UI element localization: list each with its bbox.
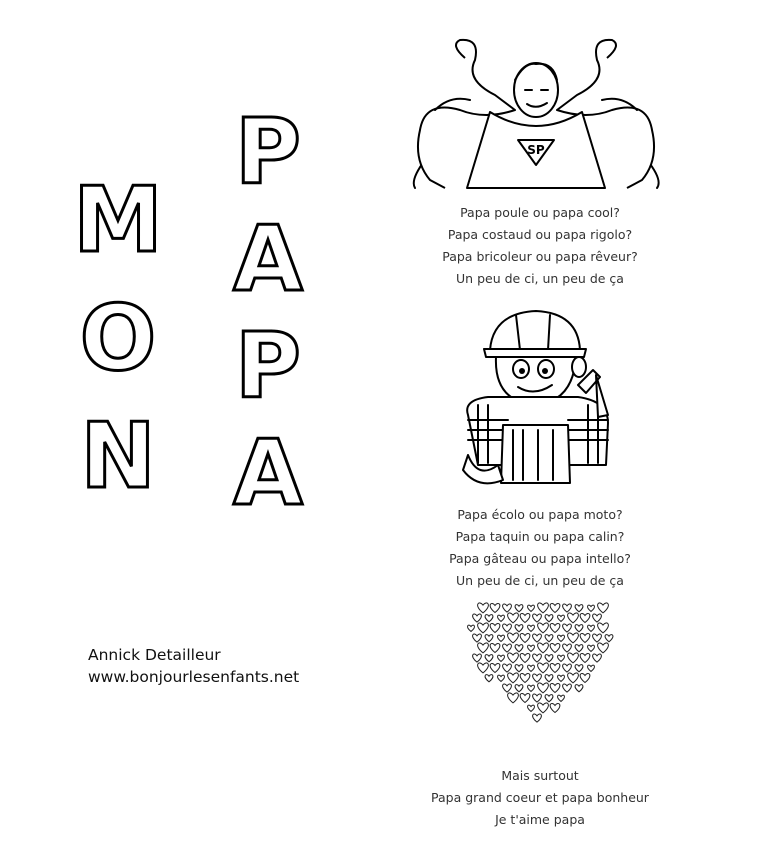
poem-line: Mais surtout bbox=[501, 768, 579, 783]
heart-icon bbox=[455, 603, 625, 748]
small-heart-icon bbox=[550, 603, 560, 612]
poem-line: Papa bricoleur ou papa rêveur? bbox=[442, 249, 638, 264]
title-letter: A bbox=[233, 207, 303, 312]
small-heart-icon bbox=[558, 615, 565, 621]
title-letter: O bbox=[79, 286, 157, 391]
small-heart-icon bbox=[528, 645, 535, 651]
small-heart-icon bbox=[520, 633, 530, 642]
small-heart-icon bbox=[528, 685, 535, 691]
small-heart-icon bbox=[508, 673, 519, 683]
small-heart-icon bbox=[520, 613, 530, 622]
small-heart-icon bbox=[575, 605, 583, 612]
title-letter: M bbox=[73, 168, 163, 273]
small-heart-icon bbox=[533, 654, 542, 662]
small-heart-icon bbox=[508, 693, 519, 703]
poem-line: Je t'aime papa bbox=[495, 812, 585, 827]
small-heart-icon bbox=[485, 655, 493, 662]
small-heart-icon bbox=[568, 633, 579, 643]
small-heart-icon bbox=[498, 635, 505, 641]
small-heart-icon bbox=[528, 665, 535, 671]
title-letter: P bbox=[235, 100, 301, 205]
small-heart-icon bbox=[468, 625, 475, 631]
small-heart-icon bbox=[593, 614, 602, 622]
small-heart-icon bbox=[528, 625, 535, 631]
small-heart-icon bbox=[598, 603, 609, 613]
small-heart-icon bbox=[545, 615, 553, 622]
small-heart-icon bbox=[503, 684, 512, 692]
small-heart-icon bbox=[568, 653, 579, 663]
poem-line: Papa grand coeur et papa bonheur bbox=[431, 790, 649, 805]
small-heart-icon bbox=[503, 604, 512, 612]
small-heart-icon bbox=[588, 665, 595, 671]
small-heart-icon bbox=[580, 613, 590, 622]
website-link[interactable]: www.bonjourlesenfants.net bbox=[88, 668, 300, 686]
small-heart-icon bbox=[508, 653, 519, 663]
poem-line: Papa poule ou papa cool? bbox=[460, 205, 620, 220]
small-heart-icon bbox=[545, 695, 553, 702]
small-heart-icon bbox=[485, 635, 493, 642]
small-heart-icon bbox=[490, 663, 500, 672]
small-heart-icon bbox=[515, 685, 523, 692]
small-heart-icon bbox=[515, 665, 523, 672]
small-heart-icon bbox=[568, 613, 579, 623]
small-heart-icon bbox=[498, 675, 505, 681]
small-heart-icon bbox=[515, 645, 523, 652]
small-heart-icon bbox=[598, 643, 609, 653]
credit bbox=[88, 644, 299, 688]
small-heart-icon bbox=[490, 643, 500, 652]
small-heart-icon bbox=[605, 635, 613, 642]
small-heart-icon bbox=[550, 643, 560, 652]
small-heart-icon bbox=[575, 625, 583, 632]
superhero-icon bbox=[405, 40, 667, 188]
small-heart-icon bbox=[588, 605, 595, 611]
small-heart-icon bbox=[593, 654, 602, 662]
small-heart-icon bbox=[550, 683, 560, 692]
small-heart-icon bbox=[563, 604, 572, 612]
small-heart-icon bbox=[503, 624, 512, 632]
small-heart-icon bbox=[563, 684, 572, 692]
small-heart-icon bbox=[485, 675, 493, 682]
small-heart-icon bbox=[538, 623, 549, 633]
small-heart-icon bbox=[478, 643, 489, 653]
small-heart-icon bbox=[580, 673, 590, 682]
title-letter: N bbox=[80, 404, 156, 509]
small-heart-icon bbox=[520, 693, 530, 702]
small-heart-icon bbox=[558, 695, 565, 701]
poem-line: Un peu de ci, un peu de ça bbox=[456, 573, 624, 588]
small-heart-icon bbox=[538, 663, 549, 673]
small-heart-icon bbox=[473, 614, 482, 622]
small-heart-icon bbox=[563, 664, 572, 672]
small-heart-icon bbox=[588, 645, 595, 651]
poem-line: Papa taquin ou papa calin? bbox=[455, 529, 625, 544]
small-heart-icon bbox=[538, 683, 549, 693]
small-heart-icon bbox=[473, 634, 482, 642]
small-heart-icon bbox=[593, 634, 602, 642]
small-heart-icon bbox=[490, 603, 500, 612]
small-heart-icon bbox=[545, 635, 553, 642]
small-heart-icon bbox=[533, 694, 542, 702]
small-heart-icon bbox=[520, 653, 530, 662]
small-heart-icon bbox=[558, 635, 565, 641]
small-heart-icon bbox=[575, 685, 583, 692]
handyman-icon bbox=[458, 305, 618, 490]
small-heart-icon bbox=[550, 623, 560, 632]
small-heart-icon bbox=[580, 633, 590, 642]
small-heart-icon bbox=[545, 675, 553, 682]
small-heart-icon bbox=[533, 674, 542, 682]
small-heart-icon bbox=[563, 624, 572, 632]
poem-line: Un peu de ci, un peu de ça bbox=[456, 271, 624, 286]
small-heart-icon bbox=[485, 615, 493, 622]
stanza-3 bbox=[395, 765, 685, 831]
small-heart-icon bbox=[538, 703, 549, 713]
small-heart-icon bbox=[563, 644, 572, 652]
small-heart-icon bbox=[533, 634, 542, 642]
poem-line: Papa écolo ou papa moto? bbox=[457, 507, 623, 522]
small-heart-icon bbox=[538, 643, 549, 653]
title-papa bbox=[208, 100, 328, 536]
title-mon bbox=[58, 168, 178, 530]
small-heart-icon bbox=[533, 614, 542, 622]
small-heart-icon bbox=[568, 673, 579, 683]
small-heart-icon bbox=[558, 675, 565, 681]
small-heart-icon bbox=[528, 705, 535, 711]
small-heart-icon bbox=[533, 714, 542, 722]
small-heart-icon bbox=[490, 623, 500, 632]
title-letter: A bbox=[233, 421, 303, 526]
title-letter: P bbox=[235, 314, 301, 419]
small-heart-icon bbox=[473, 654, 482, 662]
small-heart-icon bbox=[528, 605, 535, 611]
small-heart-icon bbox=[550, 703, 560, 712]
small-heart-icon bbox=[538, 603, 549, 613]
small-heart-icon bbox=[508, 633, 519, 643]
small-heart-icon bbox=[478, 623, 489, 633]
small-heart-icon bbox=[498, 655, 505, 661]
small-heart-icon bbox=[580, 653, 590, 662]
small-heart-icon bbox=[508, 613, 519, 623]
small-heart-icon bbox=[545, 655, 553, 662]
small-heart-icon bbox=[520, 673, 530, 682]
stanza-2 bbox=[395, 504, 685, 592]
author-name: Annick Detailleur bbox=[88, 646, 221, 664]
small-heart-icon bbox=[575, 645, 583, 652]
small-heart-icon bbox=[478, 663, 489, 673]
poem-line: Papa costaud ou papa rigolo? bbox=[447, 227, 633, 242]
small-heart-icon bbox=[503, 644, 512, 652]
small-heart-icon bbox=[498, 615, 505, 621]
small-heart-icon bbox=[503, 664, 512, 672]
small-heart-icon bbox=[575, 665, 583, 672]
emblem-text: SP bbox=[527, 143, 545, 157]
small-heart-icon bbox=[478, 603, 489, 613]
stanza-1 bbox=[395, 202, 685, 290]
small-heart-icon bbox=[588, 625, 595, 631]
small-heart-icon bbox=[515, 605, 523, 612]
small-heart-icon bbox=[598, 623, 609, 633]
small-heart-icon bbox=[515, 625, 523, 632]
small-heart-icon bbox=[550, 663, 560, 672]
poem-line: Papa gâteau ou papa intello? bbox=[449, 551, 631, 566]
small-heart-icon bbox=[558, 655, 565, 661]
